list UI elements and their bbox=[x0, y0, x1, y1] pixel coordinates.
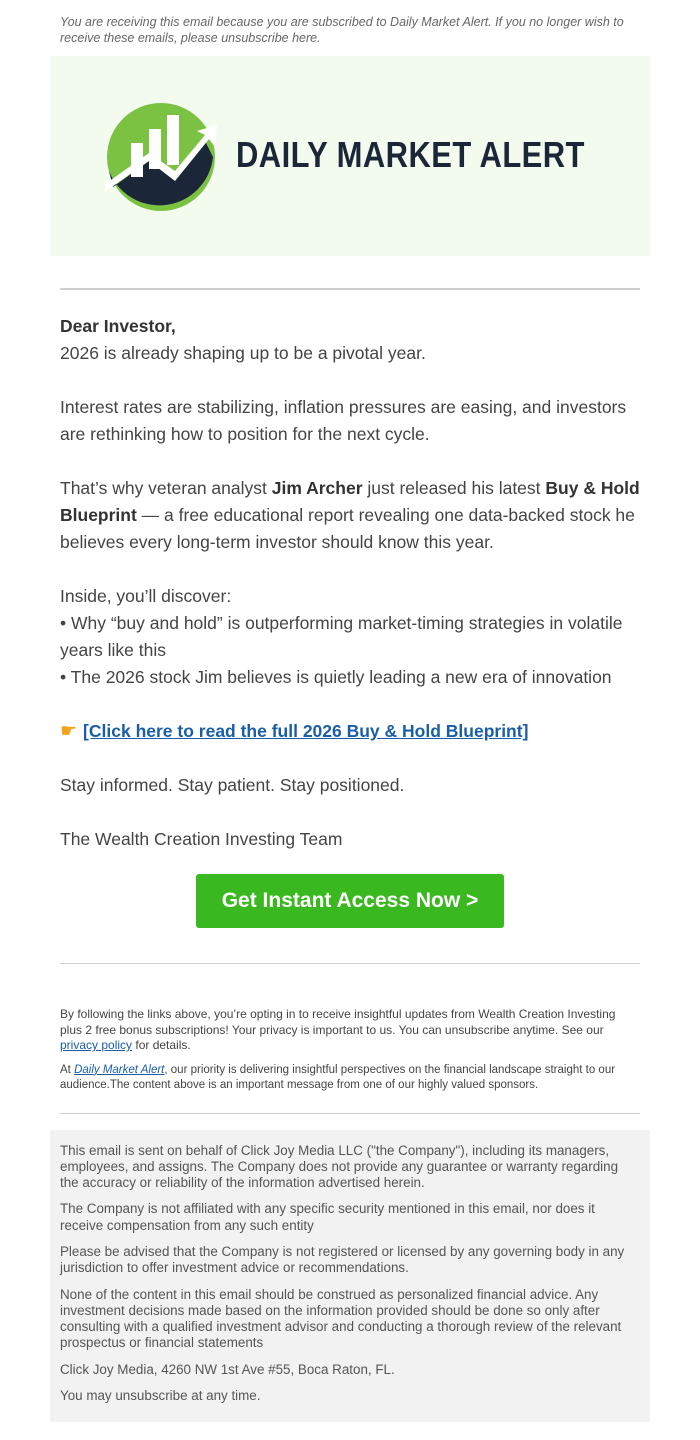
analyst-name: Jim Archer bbox=[271, 478, 363, 498]
company-address: Click Joy Media, 4260 NW 1st Ave #55, Boca Raton, FL. bbox=[60, 1361, 395, 1377]
daily-market-alert-link[interactable]: Daily Market Alert bbox=[74, 1063, 165, 1076]
divider bbox=[60, 288, 640, 290]
disclaimer-paragraph: None of the content in this email should be construed as personalized financial advice. Any investment decisions made based on the information provided should be done so only after consulting with a qualified investment advisor and conducting a thorough review of the relevant prospectus or financial statements bbox=[60, 1286, 622, 1351]
privacy-policy-link[interactable]: privacy policy bbox=[60, 1038, 133, 1052]
greeting: Dear Investor, bbox=[60, 316, 176, 336]
disclaimer-paragraph: Please be advised that the Company is not registered or licensed by any governing body in any jurisdiction to offer investment advice or recommendations. bbox=[60, 1243, 625, 1276]
paragraph-intro: 2026 is already shaping up to be a pivotal year. bbox=[60, 343, 426, 363]
logo-wordmark: DAILY MARKET ALERT bbox=[236, 134, 585, 175]
blueprint-link[interactable]: [Click here to read the full 2026 Buy & Hold Blueprint] bbox=[83, 721, 529, 741]
legal-disclaimer bbox=[50, 1130, 650, 1423]
report-name: Buy & Hold Blueprint bbox=[60, 478, 640, 525]
logo-banner bbox=[50, 56, 650, 256]
paragraph-analyst: That’s why veteran analyst Jim Archer just released his latest Buy & Hold Blueprint — a free educational report revealing one data-backed stock he believes every long-term investor should know this year. bbox=[60, 478, 640, 552]
paragraph-rates: Interest rates are stabilizing, inflation pressures are easing, and investors are rethinking how to position for the next cycle. bbox=[60, 397, 627, 444]
email-container bbox=[60, 0, 640, 1130]
logo-icon bbox=[105, 101, 217, 213]
bullet-item: • The 2026 stock Jim believes is quietly leading a new era of innovation bbox=[60, 667, 612, 687]
unsubscribe-note: You may unsubscribe at any time. bbox=[60, 1388, 261, 1404]
get-access-button[interactable]: Get Instant Access Now > bbox=[196, 874, 504, 928]
email-body bbox=[60, 313, 640, 853]
inside-heading: Inside, you’ll discover: bbox=[60, 586, 232, 606]
bullet-item: • Why “buy and hold” is outperforming market-timing strategies in volatile years like this bbox=[60, 613, 623, 660]
sponsor-notice: At Daily Market Alert, our priority is delivering insightful perspectives on the financial landscape straight to our audience.The content above is an important message from one of our highly valued sponsors. bbox=[60, 1063, 616, 1091]
signoff: The Wealth Creation Investing Team bbox=[60, 829, 343, 849]
pointing-hand-icon: ☛ bbox=[60, 721, 78, 742]
stay-line: Stay informed. Stay patient. Stay positioned. bbox=[60, 775, 405, 795]
preheader-notice: You are receiving this email because you are subscribed to Daily Market Alert. If you no longer wish to receive these emails, please unsubscribe here. bbox=[60, 15, 624, 45]
disclaimer-paragraph: The Company is not affiliated with any specific security mentioned in this email, nor does it receive compensation from any such entity bbox=[60, 1201, 595, 1233]
disclaimer-paragraph: This email is sent on behalf of Click Joy Media LLC ("the Company"), including its managers, employees, and assigns. The Company does not provide any guarantee or warranty regarding the accuracy or reliability of the information advertised herein. bbox=[60, 1142, 619, 1191]
optin-notice: By following the links above, you’re opting in to receive insightful updates from Wealth Creation Investing plus 2 free bonus subscriptions! Your privacy is important to us. You can unsubscribe anytime. See our privacy policy for details. bbox=[60, 1007, 616, 1052]
